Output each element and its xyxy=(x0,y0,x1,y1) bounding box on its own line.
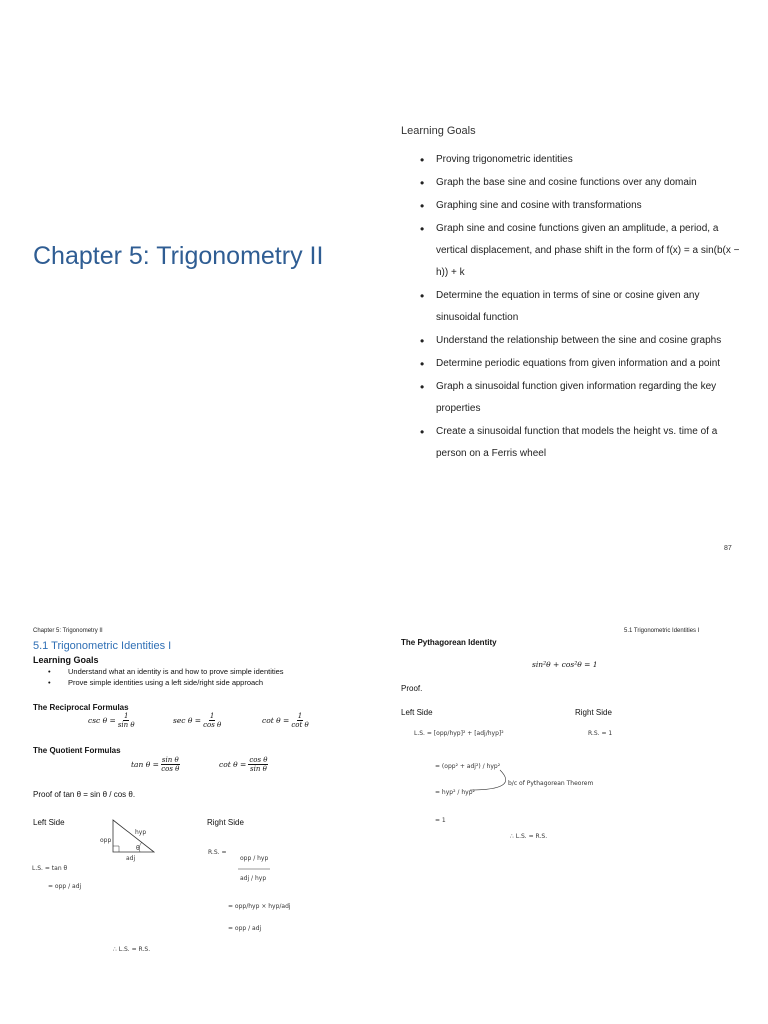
hand-rs-den: adj / hyp xyxy=(240,875,267,882)
goal-item: • Understand what an identity is and how to prove simple identities xyxy=(48,666,284,677)
right-triangle-sketch xyxy=(100,820,154,862)
formula-numerator: 1 xyxy=(209,712,215,720)
goal-item: • Create a sinusoidal function that models the height vs. time of a person on a Ferris wheel xyxy=(420,421,740,465)
hand-pyth-ls: L.S. = [opp/hyp]² + [adj/hyp]² xyxy=(414,730,504,737)
goal-item: • Graph sine and cosine functions given an amplitude, a period, a vertical displacement, and phase shift in the form of f(x) = a sin(b(x − h)) + k xyxy=(420,218,740,284)
goal-item: • Graph the base sine and cosine functions over any domain xyxy=(420,172,740,194)
formula-lhs: sec θ = xyxy=(173,716,202,725)
pythagorean-identity-heading: The Pythagorean Identity xyxy=(401,638,497,647)
chapter-title: Chapter 5: Trigonometry II xyxy=(33,242,324,270)
formula-denominator: cos θ xyxy=(161,765,180,773)
running-header: 5.1 Trigonometric Identities I xyxy=(624,628,700,634)
hand-rs2: = opp/hyp × hyp/adj xyxy=(228,903,291,910)
page-number: 87 xyxy=(724,545,732,552)
section-title: 5.1 Trigonometric Identities I xyxy=(33,640,172,652)
formula-lhs: cot θ = xyxy=(262,716,290,725)
triangle-adj-label: adj xyxy=(126,855,136,862)
goal-item: • Understand the relationship between the sine and cosine graphs xyxy=(420,330,740,352)
hand-conclusion: ∴ L.S. = R.S. xyxy=(113,946,151,953)
hand-pyth-note: b/c of Pythagorean Theorem xyxy=(508,780,594,787)
hand-ls2: = opp / adj xyxy=(48,883,82,890)
goal-item: • Determine the equation in terms of sine or cosine given any sinusoidal function xyxy=(420,285,740,329)
hand-ls: L.S. = tan θ xyxy=(32,865,68,872)
left-side-label: Left Side xyxy=(33,818,65,827)
triangle-hyp-label: hyp xyxy=(135,829,147,836)
right-side-label: Right Side xyxy=(575,708,612,717)
hand-pyth-conclusion: ∴ L.S. = R.S. xyxy=(510,833,548,840)
formula-denominator: sin θ xyxy=(250,765,267,773)
formula-numerator: 1 xyxy=(123,712,129,720)
formula-denominator: cos θ xyxy=(203,721,222,729)
goal-item: • Graph a sinusoidal function given information regarding the key properties xyxy=(420,376,740,420)
hand-rs3: = opp / adj xyxy=(228,925,262,932)
proof-label: Proof. xyxy=(401,684,423,693)
formula-denominator: cot θ xyxy=(291,721,309,729)
triangle-theta-label: θ xyxy=(136,845,140,852)
hand-rs: R.S. = xyxy=(208,849,227,856)
goal-item: • Proving trigonometric identities xyxy=(420,149,740,171)
formula-lhs: csc θ = xyxy=(88,716,116,725)
pythagorean-identity-equation: sin²θ + cos²θ = 1 xyxy=(532,660,598,669)
running-header: Chapter 5: Trigonometry II xyxy=(33,628,103,634)
learning-goals-heading: Learning Goals xyxy=(401,125,476,137)
hand-pyth-l3: = hyp² / hyp² xyxy=(435,789,475,796)
formula-lhs: tan θ = xyxy=(131,760,159,769)
hand-rs-num: opp / hyp xyxy=(240,855,269,862)
goal-item: • Determine periodic equations from given information and a point xyxy=(420,353,740,375)
hand-pyth-rs: R.S. = 1 xyxy=(588,730,613,737)
hand-pyth-l2: = (opp² + adj²) / hyp² xyxy=(435,763,501,770)
left-side-label: Left Side xyxy=(401,708,433,717)
triangle-opp-label: opp xyxy=(100,837,112,844)
formula-lhs: cot θ = xyxy=(219,760,247,769)
formula-numerator: cos θ xyxy=(249,756,268,764)
goal-item: • Graphing sine and cosine with transformations xyxy=(420,195,740,217)
right-side-label: Right Side xyxy=(207,818,244,827)
formula-numerator: 1 xyxy=(297,712,303,720)
quotient-formulas-heading: The Quotient Formulas xyxy=(33,746,121,755)
goal-item: • Prove simple identities using a left side/right side approach xyxy=(48,677,284,688)
formula-denominator: sin θ xyxy=(117,721,135,729)
hand-pyth-l4: = 1 xyxy=(435,817,446,824)
formula-numerator: sin θ xyxy=(161,756,179,764)
learning-goals-heading: Learning Goals xyxy=(33,655,99,665)
reciprocal-formulas-heading: The Reciprocal Formulas xyxy=(33,703,129,712)
proof-label: Proof of tan θ = sin θ / cos θ. xyxy=(33,790,136,799)
